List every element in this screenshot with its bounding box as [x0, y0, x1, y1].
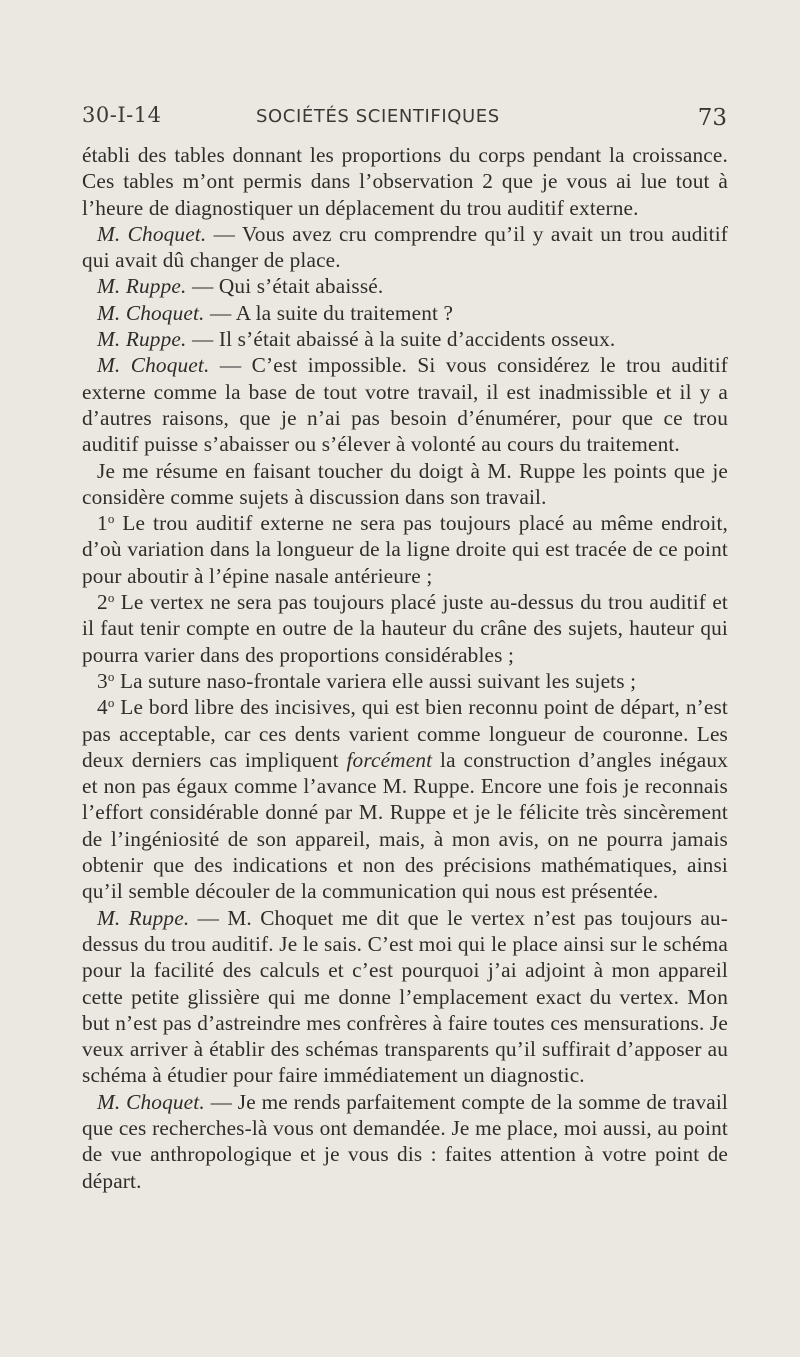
paragraph-text: — Qui s’était abaissé.	[186, 274, 384, 299]
paragraph-text: — Vous avez cru comprendre qu’il y avait un trou auditif qui avait dû changer de place.	[82, 221, 728, 273]
body-text	[82, 142, 728, 1194]
header-date: 30-I-14	[82, 103, 162, 127]
paragraph-text: forcément	[346, 747, 433, 772]
paragraph	[82, 668, 728, 694]
paragraph-text: — M. Choquet me dit que le vertex n’est pas toujours au-dessus du trou auditif. Je le sais. C’est moi qui le place ainsi sur le schéma pour la facilité des calculs et c’est pourquoi j’ai adjoint à mon appareil cette petite glissière qui me donne l’emplacement exact du vertex. Mon but n’est pas d’astreindre mes confrères à faire toutes ces mensurations. Je veux arriver à établir des schémas transparents qu’il suffirait d’apposer au schéma à étudier pour faire immédiatement un diagnostic.	[82, 905, 728, 1088]
paragraph	[82, 510, 728, 589]
list-number: 4	[97, 695, 108, 720]
speaker-name: M. Choquet.	[97, 353, 210, 378]
paragraph-text: — C’est impossible. Si vous considérez le trou auditif externe comme la base de tout votre travail, il est inadmissible et il y a d’autres raisons, que je n’ai pas besoin d’énumérer, pour que ce trou auditif puisse s’abaisser ou s’élever à volonté au cours du traitement.	[82, 353, 728, 457]
paragraph-text: — Il s’était abaissé à la suite d’accidents osseux.	[186, 327, 616, 352]
ordinal-mark: o	[107, 695, 115, 711]
speaker-name: M. Choquet.	[97, 221, 207, 246]
paragraph	[82, 1089, 728, 1194]
list-number: 1	[97, 511, 108, 536]
page-header	[82, 103, 727, 133]
paragraph	[82, 142, 728, 221]
paragraph	[82, 352, 728, 457]
paragraph-text: établi des tables donnant les proportions du corps pendant la croissance. Ces tables m’ont permis dans l’observation 2 que je vous ai lue tout à l’heure de diagnostiquer un déplacement du trou auditif externe.	[82, 143, 728, 220]
paragraph	[82, 458, 728, 511]
ordinal-mark: o	[107, 590, 115, 606]
paragraph-text: — A la suite du traitement ?	[204, 300, 454, 325]
paragraph	[82, 326, 728, 352]
paragraph-text: Le vertex ne sera pas toujours placé juste au-dessus du trou auditif et il faut tenir compte en outre de la hauteur du crâne des sujets, hauteur qui pourra varier dans des proportions considérables ;	[82, 590, 728, 667]
running-title: SOCIÉTÉS SCIENTIFIQUES	[256, 106, 500, 127]
list-number: 3	[97, 668, 108, 693]
speaker-name: M. Ruppe.	[97, 274, 187, 299]
paragraph	[82, 300, 728, 326]
paragraph-text: Le trou auditif externe ne sera pas toujours placé au même endroit, d’où variation dans la longueur de la ligne droite qui est tracée de ce point pour aboutir à l’épine nasale antérieure ;	[82, 511, 728, 588]
paragraph	[82, 589, 728, 668]
ordinal-mark: o	[107, 668, 115, 684]
paragraph-text: Je me résume en faisant toucher du doigt à M. Ruppe les points que je considère comme sujets à discussion dans son travail.	[82, 458, 728, 509]
speaker-name: M. Choquet.	[97, 1089, 205, 1114]
page-number: 73	[697, 105, 727, 131]
speaker-name: M. Ruppe.	[97, 327, 187, 352]
paragraph-text: — Je me rends parfaitement compte de la somme de travail que ces recherches-là vous ont demandée. Je me place, moi aussi, au point de vue anthropologique et je vous dis : faites attention à votre point de départ.	[82, 1089, 728, 1193]
paragraph	[82, 221, 728, 274]
speaker-name: M. Ruppe.	[97, 905, 190, 930]
paragraph	[82, 694, 728, 904]
ordinal-mark: o	[107, 511, 115, 527]
list-number: 2	[97, 590, 108, 615]
paragraph	[82, 273, 728, 299]
paragraph-text: la construction d’angles inégaux et non pas égaux comme l’avance M. Ruppe. Encore une fois je reconnais l’effort considérable donné par M. Ruppe et je le félicite très sincèrement de l’ingéniosité de son appareil, mais, à mon avis, on ne pourra jamais obtenir que des indications et non des précisions mathématiques, ainsi qu’il semble découler de la communication qui nous est présentée.	[82, 747, 728, 904]
paragraph-text: La suture naso-frontale variera elle aussi suivant les sujets ;	[114, 668, 637, 693]
speaker-name: M. Choquet.	[97, 300, 205, 325]
paragraph-text: Le bord libre des incisives, qui est bien reconnu point de départ, n’est pas acceptable, car ces dents varient comme longueur de couronne. Les deux derniers cas impliquent	[82, 695, 728, 772]
paragraph	[82, 905, 728, 1089]
